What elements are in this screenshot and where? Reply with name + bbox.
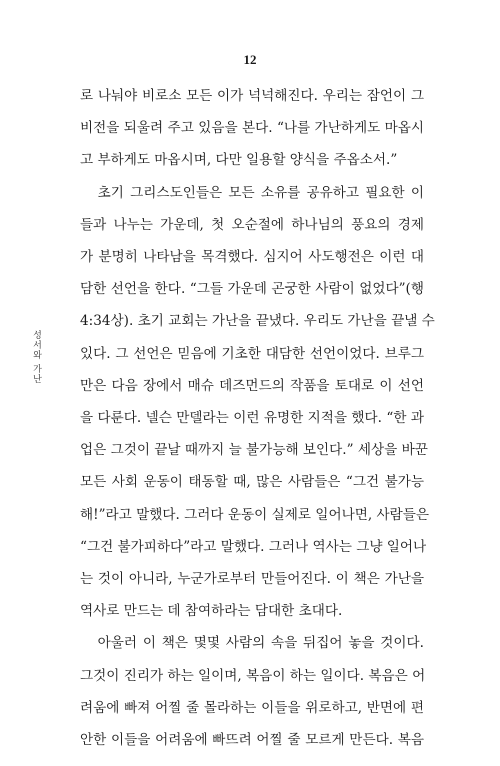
text-line: 업은 그것이 끝날 때까지 늘 불가능해 보인다.” 세상을 바꾼	[80, 442, 428, 459]
text-line: 안한 이들을 어려움에 빠뜨려 어찔 줄 모르게 만든다. 복음	[80, 732, 424, 749]
text-line: 고 부하게도 마옵시며, 다만 일용할 양식을 주옵소서.”	[80, 152, 398, 169]
text-line: 있다. 그 선언은 믿음에 기초한 대담한 선언이었다. 브루그	[80, 345, 424, 362]
text-line: 모든 사회 운동이 태동할 때, 많은 사람들은 “그건 불가능	[80, 474, 424, 491]
text-line: “그건 불가피하다”라고 말했다. 그러나 역사는 그냥 일어나	[80, 538, 427, 555]
text-line: 4:34상). 초기 교회는 가난을 끝냈다. 우리도 가난을 끝낼 수	[80, 313, 435, 330]
text-line: 비전을 되울려 주고 있음을 본다. “나를 가난하게도 마옵시	[80, 120, 424, 137]
text-line: 로 나눠야 비로소 모든 이가 넉넉해진다. 우리는 잠언이 그	[80, 88, 424, 104]
text-line: 역사로 만드는 데 참여하라는 담대한 초대다.	[80, 603, 343, 620]
text-line: 가 분명히 나타남을 목격했다. 심지어 사도행전은 이런 대	[80, 249, 424, 266]
text-line: 려움에 빠져 어찔 줄 몰라하는 이들을 위로하고, 반면에 편	[80, 699, 424, 716]
text-line: 만은 다음 장에서 매슈 데즈먼드의 작품을 토대로 이 선언	[80, 377, 424, 394]
paragraph-start-line: 아울러 이 책은 몇몇 사람의 속을 뒤집어 놓을 것이다.	[97, 635, 424, 652]
running-title: 성서와 가난	[31, 330, 41, 384]
text-line: 해!”라고 말했다. 그러다 운동이 실제로 일어나면, 사람들은	[80, 506, 430, 523]
text-line: 는 것이 아니라, 누군가로부터 만들어진다. 이 책은 가난을	[80, 571, 424, 588]
body-text	[80, 80, 435, 756]
text-line: 그것이 진리가 하는 일이며, 복음이 하는 일이다. 복음은 어	[80, 667, 426, 684]
text-line: 들과 나누는 가운데, 첫 오순절에 하나님의 풍요의 경제	[80, 216, 424, 233]
paragraph-start-line: 초기 그리스도인들은 모든 소유를 공유하고 필요한 이	[97, 184, 424, 201]
text-line: 을 다룬다. 넬슨 만델라는 이런 유명한 지적을 했다. “한 과	[80, 410, 424, 427]
page-number: 12	[243, 52, 257, 67]
text-line: 담한 선언을 한다. “그들 가운데 곤궁한 사람이 없었다”(행	[80, 281, 424, 298]
